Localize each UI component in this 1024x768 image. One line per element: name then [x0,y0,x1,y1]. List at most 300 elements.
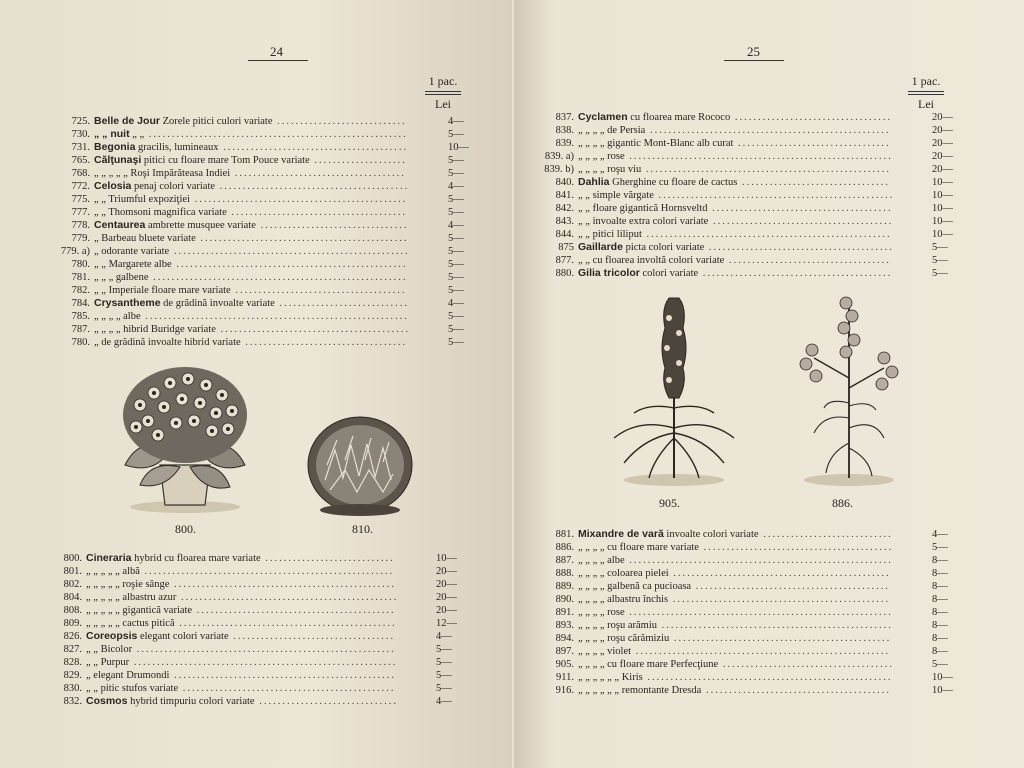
item-number: 881. [555,529,574,540]
catalog-row [544,124,974,137]
leader-dots: ..................................... [718,659,894,670]
item-price: 5— [448,324,464,335]
figure-label-800: 800. [175,522,196,536]
catalog-row [60,141,480,154]
item-price: 8— [932,555,948,566]
price-list-bottom-left [52,552,472,708]
catalog-row [544,228,974,241]
item-description [94,206,407,219]
leader-dots: ......................................................... [624,151,893,162]
item-price: 4— [448,116,464,127]
item-description [94,336,407,349]
item-variety: „ „ „ „ „ roşie sânge [86,579,170,590]
item-description [86,669,396,682]
leader-dots: ......................................... [215,181,410,192]
item-number: 889. [555,581,574,592]
item-variety: picta colori variate [622,242,705,253]
item-variety: elegant colori variate [137,631,229,642]
item-description [94,310,409,323]
item-species-name: Belle de Jour [94,115,160,127]
item-description [86,591,398,604]
item-number: 780. [71,259,90,270]
item-description [86,643,396,656]
item-price: 10— [436,553,457,564]
item-variety: „ „ „ „ albastru închis [578,594,669,605]
catalog-row [544,580,974,593]
item-price: 5— [448,311,464,322]
item-description [86,630,395,643]
item-number: 730. [71,129,90,140]
leader-dots: .......................................... [691,581,890,592]
item-description [578,124,890,137]
item-price: 5— [436,644,452,655]
item-price: 5— [436,670,452,681]
item-price: 10— [932,216,953,227]
leader-dots: ................................................... [169,246,410,257]
leader-dots: ..................................................... [641,229,892,240]
leader-dots: ....................................... [707,203,893,214]
item-description [94,219,408,232]
catalog-row [544,606,974,619]
item-number: 829. [63,670,82,681]
catalog-row [60,115,480,128]
item-variety: „ „ „ „ rose [578,151,625,162]
item-price: 5— [932,242,948,253]
item-price: 5— [436,657,452,668]
item-species-name: Mixandre de vară [578,528,664,540]
item-number: 828. [63,657,82,668]
item-species-name: Begonia [94,141,136,153]
page-number-24: 24 [270,44,283,59]
item-number: 780. [71,337,90,348]
item-price: 5— [448,129,464,140]
leader-dots: ......................................... [698,542,894,553]
item-variety: „ „ simple vărgate [578,190,654,201]
catalog-row [544,241,974,254]
leader-dots: .................................................... [645,125,891,136]
leader-dots: ..................................... [230,168,406,179]
item-variety: „ „ „ „ roşu arămiu [578,620,658,631]
item-number: 801. [63,566,82,577]
item-variety: „ de grădină invoalte hibrid variate [94,337,241,348]
item-price: 5— [448,246,464,257]
item-number: 838. [555,125,574,136]
figure-label-810: 810. [352,522,373,536]
item-description [86,565,394,578]
leader-dots: ................................... [724,255,891,266]
item-number: 839. b) [544,164,574,175]
item-description [578,645,890,658]
item-species-name: Dahlia [578,176,610,188]
item-variety: „ „ „ „ cu floare mare variate [578,542,699,553]
item-number: 782. [71,285,90,296]
unit-header-label: 1 pac. [911,74,941,88]
item-price: 5— [448,207,464,218]
item-description [578,580,890,593]
item-species-name: Celosia [94,180,132,192]
item-price: 5— [932,542,948,553]
leader-dots: ........................................................ [144,129,408,140]
item-number: 826. [63,631,82,642]
item-number: 809. [63,618,82,629]
leader-dots: ................................. [733,138,891,149]
item-number: 837. [555,112,574,123]
item-number: 893. [555,620,574,631]
item-description [94,193,407,206]
cineraria-plant-illustration [110,355,260,515]
item-species-name: Gilia tricolor [578,267,640,279]
item-description [578,111,892,124]
catalog-row [60,258,480,271]
item-variety: „ „ „ „ rose [578,607,625,618]
leader-dots: ............................................... [176,592,399,603]
catalog-row [60,297,480,310]
item-variety: „ „ pitic stufos variate [86,683,179,694]
item-number: 785. [71,311,90,322]
catalog-row [544,671,974,684]
item-description [578,215,893,228]
item-species-name: Gaillarde [578,241,623,253]
item-price: 20— [436,566,457,577]
catalog-row [60,128,480,141]
catalog-row [544,163,974,176]
item-description [578,658,894,671]
item-variety: „ „ „ „ violet [578,646,632,657]
unit-header-right [908,74,944,112]
item-description [578,619,893,632]
item-number: 843. [555,216,574,227]
catalog-row [544,619,974,632]
item-price: 4— [448,220,464,231]
catalog-row [52,617,472,630]
item-variety: colori variate [639,268,699,279]
price-list-top-right [544,111,974,280]
item-variety: „ „ „ „ „ albastru azur [86,592,177,603]
item-price: 20— [436,579,457,590]
item-price: 5— [448,272,464,283]
item-number: 842. [555,203,574,214]
item-description [578,202,892,215]
leader-dots: ....................................................... [631,646,891,657]
catalog-row [52,643,472,656]
item-price: 8— [932,568,948,579]
item-variety: de grădină invoalte variate [160,298,275,309]
item-description [578,176,890,189]
item-description [94,245,410,258]
leader-dots: ............................ [758,529,893,540]
item-number: 765. [71,155,90,166]
item-variety: „ odorante variate [94,246,170,257]
catalog-row [52,656,472,669]
item-description [94,128,408,141]
item-price: 10— [932,203,953,214]
item-number: 779. [71,233,90,244]
item-description [86,552,395,565]
catalog-row [544,202,974,215]
item-variety: „ „ invoalte extra colori variate [578,216,709,227]
item-price: 5— [448,155,464,166]
catalog-row [60,323,480,336]
item-variety: hybrid cu floarea mare variate [131,553,261,564]
price-list-top-left [60,115,480,349]
figure-label-905: 905. [659,496,680,510]
item-description [578,267,892,280]
item-variety: „ „ floare gigantică Hornsveltd [578,203,708,214]
leader-dots: ........................................ [701,685,891,696]
item-variety: „ „ „ „ roşu cărămiziu [578,633,670,644]
item-description [94,271,408,284]
item-species-name: Cyclamen [578,111,628,123]
leader-dots: ......................................... [698,268,893,279]
catalog-row [544,593,974,606]
item-species-name: Cosmos [86,695,128,707]
catalog-row [544,567,974,580]
leader-dots: ................................................... [653,190,895,201]
catalog-row [544,176,974,189]
catalog-row [60,180,480,193]
item-variety: „ „ „ „ cu floare mare Perfecţiune [578,659,719,670]
item-variety: gracilis, lumineaux [135,142,219,153]
catalog-row [544,684,974,697]
item-price: 5— [932,659,948,670]
item-variety: pitici cu floare mare Tom Pouce variate [141,155,310,166]
unit-double-rule [425,91,461,95]
catalog-row [60,219,480,232]
catalog-row [52,604,472,617]
leader-dots: ............................................... [174,618,397,629]
item-variety: „ „ „ „ hibrid Buridge variate [94,324,216,335]
item-price: 10— [932,177,953,188]
leader-dots: ........................................... [192,605,396,616]
item-variety: „ „ „ „ „ gigantică variate [86,605,193,616]
item-description [578,671,892,684]
unit-header-left [425,74,461,112]
item-number: 905. [555,659,574,670]
item-number: 890. [555,594,574,605]
item-number: 800. [63,553,82,564]
page-number-25: 25 [747,44,760,59]
item-description [94,115,407,128]
item-description [578,241,894,254]
item-number: 804. [63,592,82,603]
item-variety: „ „ „ „ coloarea pielei [578,568,669,579]
item-description [578,228,892,241]
unit-currency-label: Lei [435,97,451,111]
item-number: 778. [71,220,90,231]
item-description [578,684,891,697]
item-price: 5— [448,337,464,348]
item-variety: „ „ „ „ „ Roşi Impărăteasa Indiei [94,168,231,179]
item-price: 5— [448,194,464,205]
item-number: 772. [71,181,90,192]
leader-dots: ................................................ [169,579,396,590]
item-number: 875 [558,242,574,253]
leader-dots: ........................................................ [132,644,396,655]
item-description [578,593,890,606]
catalog-row [60,154,480,167]
leader-dots: .................................................. [657,620,893,631]
catalog-row [544,528,974,541]
price-list-bottom-right [544,528,974,697]
catalog-row [544,632,974,645]
item-description [86,617,397,630]
item-variety: „ „ „ „ galbenă ca pucioasa [578,581,692,592]
item-variety: „ „ Imperiale floare mare variate [94,285,231,296]
item-variety: „ elegant Drumondi [86,670,170,681]
leader-dots: ......................................... [215,324,411,335]
item-number: 888. [555,568,574,579]
catalog-row [544,541,974,554]
item-number: 911. [556,672,574,683]
catalog-row [60,310,480,323]
item-description [94,297,409,310]
catalog-row [52,578,472,591]
item-variety: „ „ [129,129,145,140]
leader-dots: ..................................................... [641,164,892,175]
right-page [514,0,1024,768]
item-price: 20— [436,605,457,616]
catalog-row [544,137,974,150]
catalog-row [544,189,974,202]
item-number: 841. [555,190,574,201]
leader-dots: ...................................................... [139,566,395,577]
item-species-name: Crysantheme [94,297,161,309]
item-number: 779. a) [60,246,90,257]
item-number: 891. [555,607,574,618]
leader-dots: ................................... [228,631,396,642]
item-description [94,167,406,180]
item-variety: „ „ „ „ „ „ remontante Dresda [578,685,702,696]
item-species-name: Centaurea [94,219,146,231]
item-variety: „ „ „ „ gigantic Mont-Blanc alb curat [578,138,734,149]
item-number: 877. [555,255,574,266]
item-price: 20— [436,592,457,603]
item-price: 5— [448,285,464,296]
leader-dots: ..................................................... [642,672,893,683]
item-description [578,606,893,619]
item-number: 897. [555,646,574,657]
item-description [86,682,396,695]
leader-dots: ................................ [737,177,890,188]
item-description [86,695,398,708]
item-price: 10— [932,229,953,240]
item-price: 5— [932,268,948,279]
item-number: 808. [63,605,82,616]
leader-dots: .............................................. [189,194,408,205]
catalog-row [60,336,480,349]
leader-dots: ............................................. [195,233,409,244]
item-description [578,254,891,267]
item-description [578,163,891,176]
catalog-row [544,111,974,124]
item-number: 886. [555,542,574,553]
item-variety: „ „ „ „ „ „ Kiris [578,672,643,683]
item-description [94,232,408,245]
item-variety: „ „ Purpur [86,657,130,668]
leader-dots: ............................................... [669,633,892,644]
leader-dots: ...................................... [226,207,408,218]
catalog-row [60,193,480,206]
leader-dots: ....................................................... [148,272,408,283]
item-variety: Zorele pitici culori variate [159,116,273,127]
item-price: 10— [932,672,953,683]
item-price: 10— [448,142,469,153]
item-description [94,323,410,336]
leader-dots: ................................... [240,337,408,348]
item-variety: „ „ „ „ albe [578,555,625,566]
coreopsis-bush-illustration [305,410,415,520]
item-description [578,150,893,163]
item-species-name: „ „ nuit [94,128,130,140]
mixandre-plant-886-illustration [784,288,914,488]
item-price: 4— [448,298,464,309]
item-price: 4— [436,631,452,642]
catalog-row [544,554,974,567]
item-description [578,528,893,541]
leader-dots: .............................................. [178,683,396,694]
leader-dots: ......................................................... [624,607,893,618]
item-price: 10— [932,190,953,201]
item-description [94,154,407,167]
catalog-row [60,167,480,180]
leader-dots: ................................ [255,220,409,231]
item-species-name: Călţunaşi [94,154,142,166]
item-price: 8— [932,607,948,618]
unit-double-rule [908,91,944,95]
catalog-row [544,645,974,658]
catalog-row [52,591,472,604]
item-variety: Gherghine cu floare de cactus [609,177,738,188]
catalog-row [60,232,480,245]
item-variety: „ „ Margarete albe [94,259,172,270]
page-number-rule [248,60,308,61]
item-variety: cu floarea mare Rococo [627,112,731,123]
catalog-row [52,669,472,682]
item-number: 844. [555,229,574,240]
item-variety: „ „ Bicolor [86,644,133,655]
leader-dots: ....................................... [708,216,894,227]
item-price: 8— [932,633,948,644]
leader-dots: .................................................. [171,259,408,270]
leader-dots: ........................................ [218,142,409,153]
unit-currency-label: Lei [918,97,934,111]
item-price: 4— [932,529,948,540]
item-description [94,141,408,154]
item-price: 5— [932,255,948,266]
item-variety: „ Barbeau bluete variate [94,233,196,244]
item-variety: „ „ „ „ de Persia [578,125,646,136]
item-description [578,632,891,645]
item-price: 5— [436,683,452,694]
item-description [86,604,396,617]
leader-dots: ............................................... [668,594,891,605]
item-price: 20— [932,138,953,149]
leader-dots: ................................................ [169,670,397,681]
item-price: 20— [932,151,953,162]
leader-dots: ............................ [260,553,395,564]
item-species-name: Cineraria [86,552,132,564]
item-number: 725. [71,116,90,127]
item-price: 8— [932,620,948,631]
catalog-row [544,658,974,671]
catalog-row [544,254,974,267]
item-number: 880. [555,268,574,279]
item-number: 787. [71,324,90,335]
leader-dots: ............................................... [668,568,891,579]
item-number: 840. [555,177,574,188]
item-variety: „ „ Thomsoni magnifica variate [94,207,227,218]
item-variety: „ „ „ „ „ albă [86,566,140,577]
